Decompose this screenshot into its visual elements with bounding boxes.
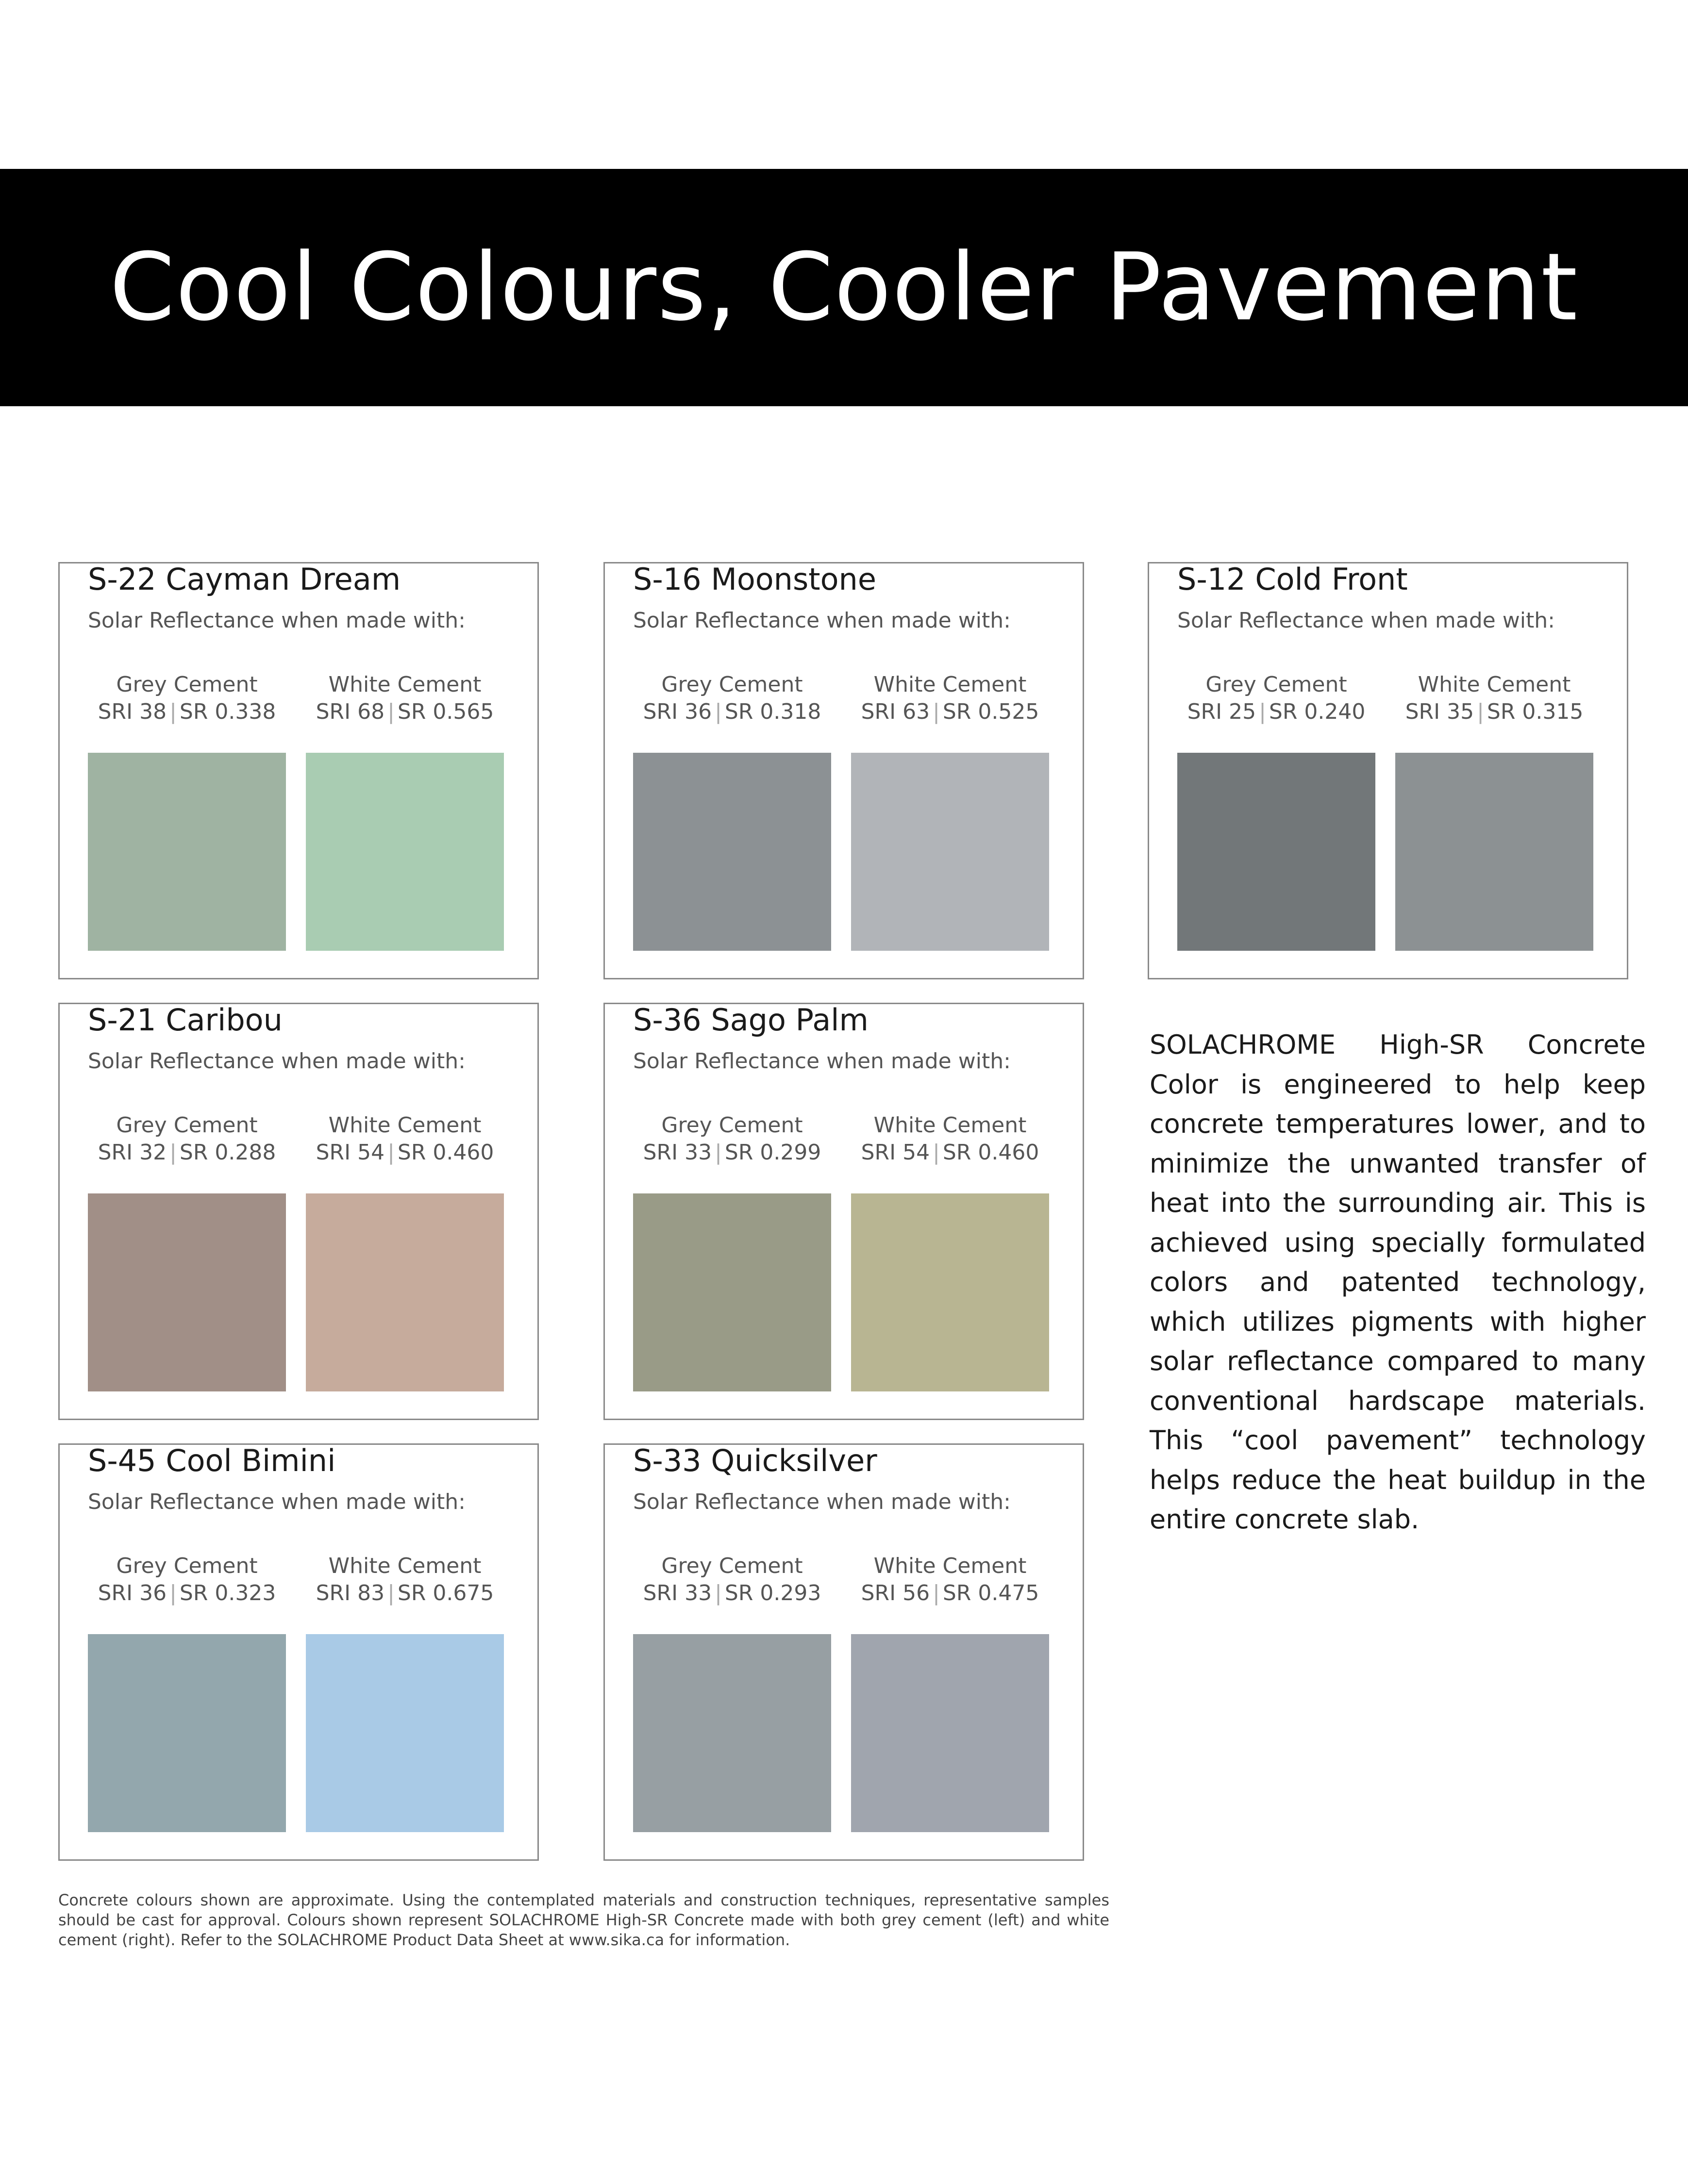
grey-cement-values [88, 698, 286, 726]
white-sri-value: SRI 68 [316, 699, 385, 724]
grey-sri-value: SRI 38 [98, 699, 167, 724]
grey-cement-heading [88, 671, 286, 726]
value-separator: | [169, 1581, 177, 1605]
white-cement-values [851, 1139, 1049, 1166]
value-separator: | [715, 699, 722, 724]
white-cement-heading [306, 1112, 504, 1166]
grey-cement-values [88, 1139, 286, 1166]
grey-cement-label: Grey Cement [116, 672, 258, 697]
card-title: S-22 Cayman Dream [88, 562, 401, 597]
white-sr-value: SR 0.460 [397, 1140, 494, 1165]
white-sri-value: SRI 63 [861, 699, 930, 724]
grey-cement-values [88, 1580, 286, 1607]
colour-card [1148, 562, 1628, 979]
grey-sri-value: SRI 36 [643, 699, 712, 724]
grey-sr-value: SR 0.240 [1269, 699, 1366, 724]
card-subtitle: Solar Reflectance when made with: [88, 608, 466, 633]
white-cement-values [306, 698, 504, 726]
grey-sri-value: SRI 32 [98, 1140, 167, 1165]
white-cement-swatch [306, 1634, 504, 1832]
value-separator: | [387, 1140, 395, 1165]
white-sri-value: SRI 56 [861, 1581, 930, 1605]
grey-sr-value: SR 0.323 [179, 1581, 276, 1605]
value-separator: | [1259, 699, 1266, 724]
grey-cement-swatch [633, 1193, 831, 1391]
grey-cement-values [633, 698, 831, 726]
colour-card [58, 1443, 539, 1861]
grey-cement-heading [633, 671, 831, 726]
grey-sri-value: SRI 36 [98, 1581, 167, 1605]
value-separator: | [169, 699, 177, 724]
white-sri-value: SRI 54 [316, 1140, 385, 1165]
value-separator: | [715, 1581, 722, 1605]
card-subtitle: Solar Reflectance when made with: [633, 608, 1011, 633]
white-sri-value: SRI 54 [861, 1140, 930, 1165]
grey-cement-values [633, 1139, 831, 1166]
grey-sr-value: SR 0.338 [179, 699, 276, 724]
white-cement-heading [851, 671, 1049, 726]
grey-cement-swatch [633, 1634, 831, 1832]
grey-sri-value: SRI 33 [643, 1140, 712, 1165]
grey-cement-heading [1177, 671, 1375, 726]
white-sr-value: SR 0.460 [942, 1140, 1039, 1165]
card-title: S-16 Moonstone [633, 562, 876, 597]
white-cement-label: White Cement [873, 1113, 1027, 1138]
colour-card [58, 1003, 539, 1420]
grey-cement-label: Grey Cement [661, 1113, 803, 1138]
grey-cement-values [1177, 698, 1375, 726]
white-sr-value: SR 0.475 [942, 1581, 1039, 1605]
grey-sr-value: SR 0.299 [724, 1140, 821, 1165]
disclaimer-note: Concrete colours shown are approximate. Using the contemplated materials and construction techniques, representative samples should be cast for approval. Colours shown represent SOLACHROME High-SR Concrete made with both grey cement (left) and white cement (right). Refer to the SOLACHROME Product Data Sheet at www.sika.ca for information. [58, 1891, 1109, 1949]
grey-cement-values [633, 1580, 831, 1607]
value-separator: | [1477, 699, 1484, 724]
grey-cement-swatch [1177, 753, 1375, 951]
value-separator: | [715, 1140, 722, 1165]
white-cement-values [306, 1139, 504, 1166]
white-cement-swatch [306, 753, 504, 951]
grey-sr-value: SR 0.288 [179, 1140, 276, 1165]
colour-card [603, 562, 1084, 979]
grey-cement-heading [633, 1553, 831, 1607]
grey-cement-swatch [88, 1634, 286, 1832]
grey-sri-value: SRI 33 [643, 1581, 712, 1605]
white-sr-value: SR 0.565 [397, 699, 494, 724]
white-sr-value: SR 0.675 [397, 1581, 494, 1605]
white-cement-swatch [851, 1634, 1049, 1832]
card-title: S-12 Cold Front [1177, 562, 1408, 597]
white-sr-value: SR 0.315 [1487, 699, 1584, 724]
card-subtitle: Solar Reflectance when made with: [633, 1049, 1011, 1074]
white-cement-heading [306, 1553, 504, 1607]
grey-cement-label: Grey Cement [661, 672, 803, 697]
white-cement-swatch [851, 753, 1049, 951]
colour-card [603, 1443, 1084, 1861]
white-cement-label: White Cement [328, 1113, 482, 1138]
grey-cement-swatch [88, 1193, 286, 1391]
colour-card [603, 1003, 1084, 1420]
white-sr-value: SR 0.525 [942, 699, 1039, 724]
card-subtitle: Solar Reflectance when made with: [633, 1489, 1011, 1514]
value-separator: | [387, 699, 395, 724]
white-cement-swatch [1395, 753, 1593, 951]
white-cement-label: White Cement [873, 672, 1027, 697]
card-subtitle: Solar Reflectance when made with: [88, 1049, 466, 1074]
grey-cement-heading [88, 1112, 286, 1166]
grey-sr-value: SR 0.293 [724, 1581, 821, 1605]
white-cement-heading [306, 671, 504, 726]
white-cement-swatch [306, 1193, 504, 1391]
grey-sr-value: SR 0.318 [724, 699, 821, 724]
value-separator: | [933, 699, 940, 724]
white-sri-value: SRI 35 [1405, 699, 1474, 724]
white-cement-label: White Cement [873, 1554, 1027, 1578]
white-cement-values [851, 1580, 1049, 1607]
title-banner [0, 169, 1688, 406]
card-title: S-21 Caribou [88, 1002, 283, 1038]
grey-cement-label: Grey Cement [116, 1113, 258, 1138]
white-cement-heading [851, 1112, 1049, 1166]
colour-card [58, 562, 539, 979]
card-title: S-45 Cool Bimini [88, 1443, 336, 1478]
white-cement-swatch [851, 1193, 1049, 1391]
value-separator: | [933, 1140, 940, 1165]
white-cement-heading [1395, 671, 1593, 726]
white-cement-values [851, 698, 1049, 726]
card-subtitle: Solar Reflectance when made with: [88, 1489, 466, 1514]
white-cement-values [1395, 698, 1593, 726]
card-title: S-33 Quicksilver [633, 1443, 877, 1478]
card-title: S-36 Sago Palm [633, 1002, 869, 1038]
grey-cement-swatch [633, 753, 831, 951]
value-separator: | [933, 1581, 940, 1605]
grey-sri-value: SRI 25 [1187, 699, 1256, 724]
page-title: Cool Colours, Cooler Pavement [109, 233, 1579, 342]
grey-cement-label: Grey Cement [1205, 672, 1347, 697]
white-sri-value: SRI 83 [316, 1581, 385, 1605]
white-cement-label: White Cement [328, 672, 482, 697]
white-cement-label: White Cement [328, 1554, 482, 1578]
grey-cement-label: Grey Cement [116, 1554, 258, 1578]
white-cement-heading [851, 1553, 1049, 1607]
grey-cement-heading [88, 1553, 286, 1607]
product-description: SOLACHROME High-SR Concrete Color is engineered to help keep concrete temperatures lower, and to minimize the unwanted transfer of heat into the surrounding air. This is achieved using specially formulated colors and patented technology, which utilizes pigments with higher solar reflectance compared to many conventional hardscape materials. This “cool pavement” technology helps reduce the heat buildup in the entire concrete slab. [1150, 1029, 1646, 1535]
white-cement-values [306, 1580, 504, 1607]
white-cement-label: White Cement [1418, 672, 1571, 697]
grey-cement-heading [633, 1112, 831, 1166]
value-separator: | [169, 1140, 177, 1165]
grey-cement-label: Grey Cement [661, 1554, 803, 1578]
card-subtitle: Solar Reflectance when made with: [1177, 608, 1555, 633]
value-separator: | [387, 1581, 395, 1605]
grey-cement-swatch [88, 753, 286, 951]
